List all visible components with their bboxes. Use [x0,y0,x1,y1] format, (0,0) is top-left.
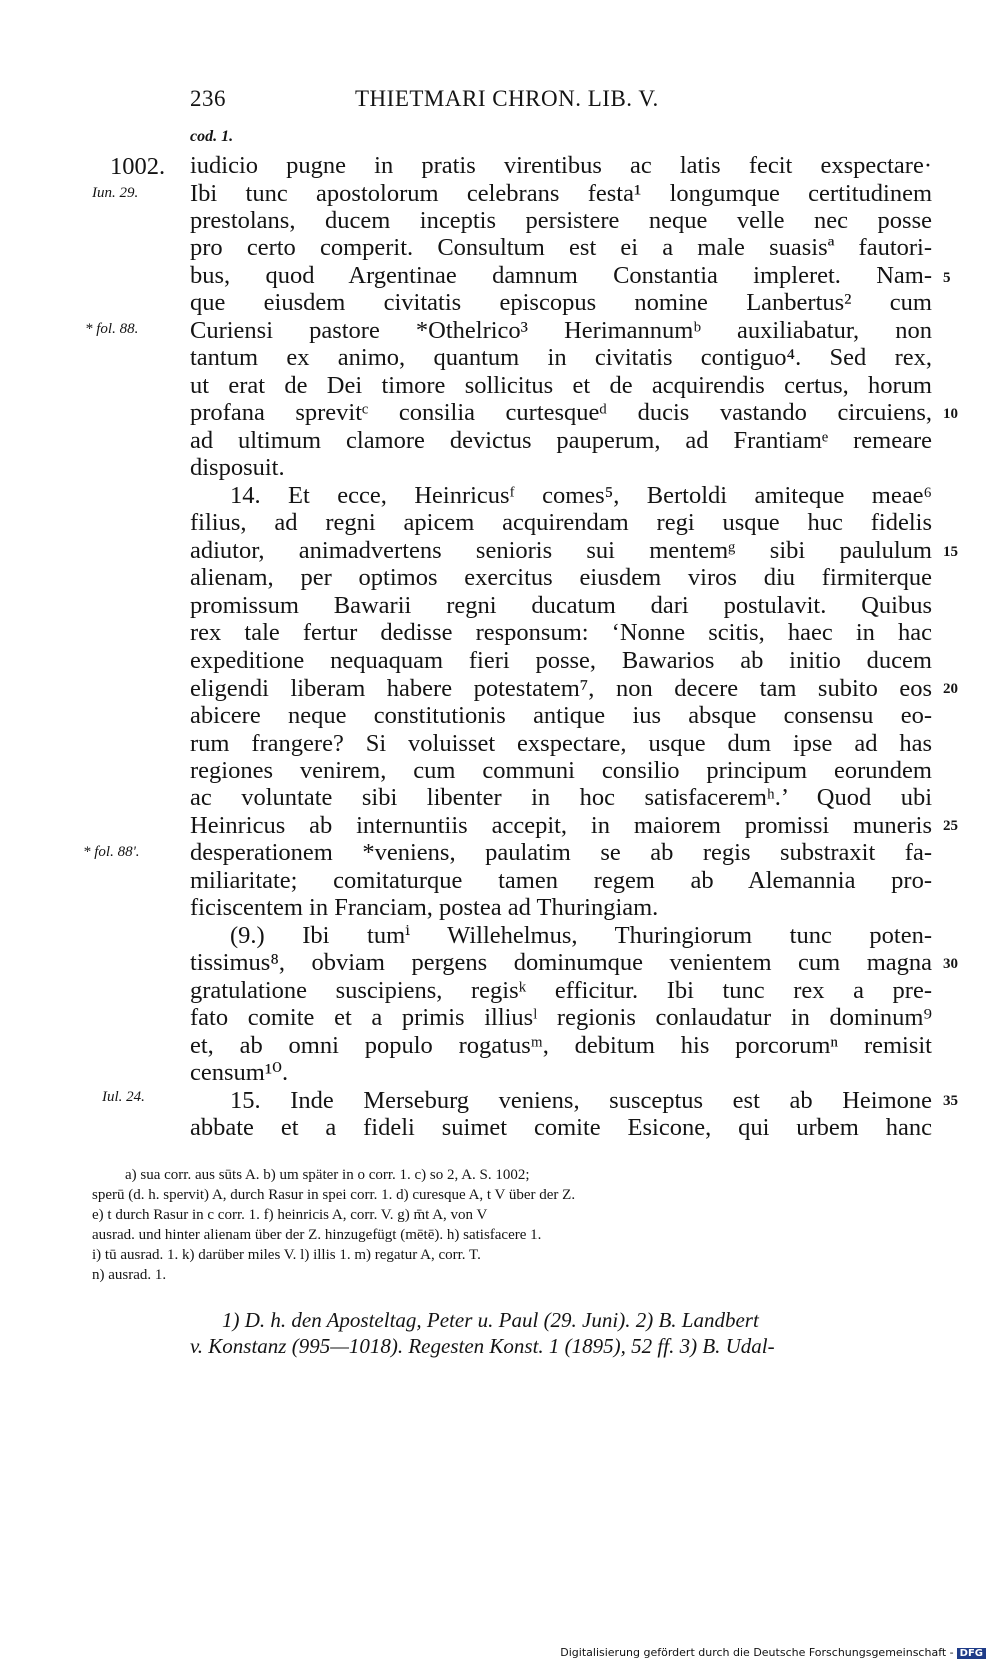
text-line: tantum ex animo, quantum in civitatis contiguo⁴. Sed rex, [190,344,932,371]
line-number: 30 [943,956,958,972]
page-number: 236 [190,86,226,111]
codex-note: cod. 1. [190,128,234,145]
text-line: censum¹⁰. [190,1059,289,1086]
line-number: 5 [943,270,951,286]
digitization-credit [560,1646,986,1659]
text-line: ficiscentem in Franciam, postea ad Thuringiam. [190,894,659,921]
apparatus-line: i) tū ausrad. 1. k) darüber miles V. l) illis 1. m) regatur A, corr. T. [92,1247,481,1263]
text-line: tissimus⁸, obviam pergens dominumque venientem cum magna [190,949,932,976]
text-line: eligendi liberam habere potestatem⁷, non decere tam subito eos [190,675,932,702]
text-line: regiones venirem, cum communi consilio principum eorundem [190,757,932,784]
text-line: Ibi tunc apostolorum celebrans festa¹ longumque certitudinem [190,180,932,207]
text-line: desperationem *veniens, paulatim se ab regis substraxit fa- [190,839,932,866]
margin-folio: * fol. 88. [85,321,139,337]
text-line: disposuit. [190,454,285,481]
text-line: bus, quod Argentinae damnum Constantia impleret. Nam- [190,262,932,289]
text-line: adiutor, animadvertens senioris sui mentemᵍ sibi paululum [190,537,932,564]
line-number: 20 [943,681,958,697]
dfg-logo: DFG [957,1648,986,1659]
text-line: iudicio pugne in pratis virentibus ac latis fecit exspectare· [190,152,932,179]
text-line: expeditione nequaquam fieri posse, Bawarios ab initio ducem [190,647,932,674]
footnote-line: v. Konstanz (995—1018). Regesten Konst. 1 (1895), 52 ff. 3) B. Udal- [190,1334,775,1358]
line-number: 10 [943,406,958,422]
margin-year: 1002. [110,153,166,180]
text-line: 15. Inde Merseburg veniens, susceptus est ab Heimone [230,1087,932,1114]
text-line: gratulatione suscipiens, regisᵏ efficitur. Ibi tunc rex a pre- [190,977,932,1004]
apparatus-line: a) sua corr. aus sūts A. b) um später in o corr. 1. c) so 2, A. S. 1002; [125,1167,530,1183]
footnote-line: 1) D. h. den Aposteltag, Peter u. Paul (29. Juni). 2) B. Landbert [222,1308,759,1332]
text-line: profana sprevitᶜ consilia curtesqueᵈ ducis vastando circuiens, [190,399,932,426]
text-line: abicere neque constitutionis antique ius absque consensu eo- [190,702,932,729]
apparatus-line: ausrad. und hinter alienam über der Z. hinzugefügt (mētē). h) satisfacere 1. [92,1227,542,1243]
margin-date: Iun. 29. [92,185,139,201]
text-line: et, ab omni populo rogatusᵐ, debitum his porcorumⁿ remisit [190,1032,932,1059]
text-line: ad ultimum clamore devictus pauperum, ad Frantiamᵉ remeare [190,427,932,454]
margin-date: Iul. 24. [102,1089,145,1105]
text-line: filius, ad regni apicem acquirendam regi usque huc fidelis [190,509,932,536]
apparatus-line: sperū (d. h. spervit) A, durch Rasur in spei corr. 1. d) curesque A, t V über der Z. [92,1187,576,1203]
running-title: THIETMARI CHRON. LIB. V. [355,86,659,111]
text-line: promissum Bawarii regni ducatum dari postulavit. Quibus [190,592,932,619]
text-line: (9.) Ibi tumⁱ Willehelmus, Thuringiorum tunc poten- [230,922,932,949]
line-number: 25 [943,818,958,834]
text-line: prestolans, ducem inceptis persistere neque velle nec posse [190,207,932,234]
text-line: ac voluntate sibi libenter in hoc satisfaceremʰ.’ Quod ubi [190,784,932,811]
apparatus-line: n) ausrad. 1. [92,1267,167,1283]
line-number: 35 [943,1093,958,1109]
text-line: abbate et a fideli suimet comite Esicone, qui urbem hanc [190,1114,932,1141]
text-line: ut erat de Dei timore sollicitus et de acquirendis certus, horum [190,372,932,399]
apparatus-line: e) t durch Rasur in c corr. 1. f) heinricis A, corr. V. g) m̄t A, von V [92,1207,488,1223]
text-line: Heinricus ab internuntiis accepit, in maiorem promissi muneris [190,812,932,839]
text-line: pro certo comperit. Consultum est ei a male suasisª fautori- [190,234,932,261]
text-line: alienam, per optimos exercitus eiusdem viros diu firmiterque [190,564,932,591]
text-line: fato comite et a primis illiusˡ regionis conlaudatur in dominum⁹ [190,1004,932,1031]
text-line: que eiusdem civitatis episcopus nomine Lanbertus² cum [190,289,932,316]
text-line: miliaritate; comitaturque tamen regem ab Alemannia pro- [190,867,932,894]
text-line: rex tale fertur dedisse responsum: ‘Nonne scitis, haec in hac [190,619,932,646]
line-number: 15 [943,544,958,560]
text-line: Curiensi pastore *Othelrico³ Herimannumᵇ auxiliabatur, non [190,317,932,344]
credit-text: Digitalisierung gefördert durch die Deutsche Forschungsgemeinschaft - [560,1646,954,1659]
text-line: 14. Et ecce, Heinricusᶠ comes⁵, Bertoldi amiteque meae⁶ [230,482,932,509]
margin-folio: * fol. 88'. [83,844,140,860]
text-line: rum frangere? Si voluisset exspectare, usque dum ipse ad has [190,730,932,757]
